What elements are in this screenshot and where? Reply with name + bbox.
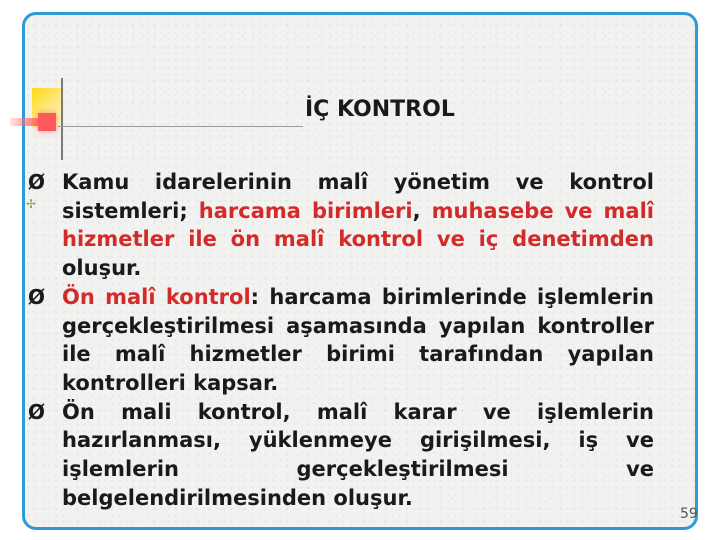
arrow-bullet-icon: Ø <box>28 170 46 194</box>
arrow-bullet-icon: Ø <box>28 284 46 309</box>
bullet-text-segment: oluşur. <box>62 256 142 281</box>
bullet-text-segment: Kamu idarelerinin malî yönetim ve kontrol sistemleri; <box>62 170 654 223</box>
bullet-highlight-segment: harcama birimleri <box>198 198 413 223</box>
slide-title: İÇ KONTROL <box>305 97 455 122</box>
bullet-item-1 <box>28 168 654 283</box>
red-square-decoration <box>38 113 56 131</box>
sub-bullet-icon: ✢ <box>26 197 37 211</box>
bullet-highlight-segment: Ön malî kontrol <box>62 284 251 309</box>
bullet-text-segment: : harcama birimlerinde işlemlerin gerçekleştirilmesi aşamasında yapılan kontroller ile malî hizmetler birimi tarafından yapılan kontrolleri kapsar. <box>62 284 654 395</box>
bullet-list <box>28 168 654 512</box>
bullet-text-segment: , <box>412 198 432 223</box>
red-bar-decoration <box>10 118 40 126</box>
bullet-item-2 <box>28 283 654 398</box>
bullet-text-segment: Ön mali kontrol, malî karar ve işlemlerin hazırlanması, yüklenmeye girişilmesi, iş ve işlemlerin gerçekleştirilmesi ve belgelendirilmesinden oluşur. <box>62 399 654 510</box>
bullet-item-3 <box>28 398 654 513</box>
arrow-bullet-icon: Ø <box>28 399 46 424</box>
horizontal-line-decoration <box>58 126 303 127</box>
page-number: 59 <box>680 506 698 522</box>
bullet-highlight-segment: muhasebe ve malî hizmetler ile ön malî kontrol ve iç denetimden <box>62 198 654 252</box>
vertical-line-decoration <box>61 78 63 160</box>
